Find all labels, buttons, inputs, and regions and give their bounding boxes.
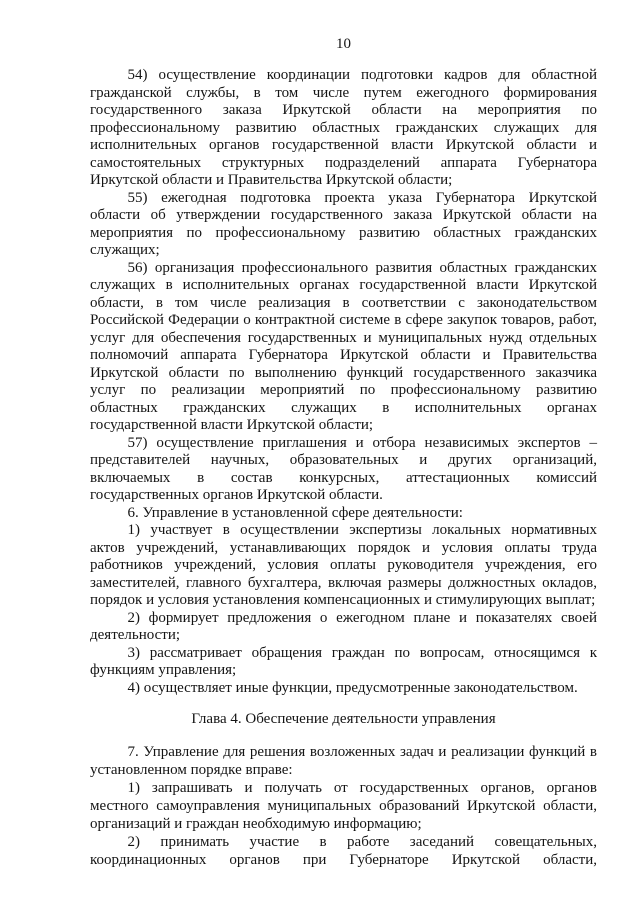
item-54 [90, 67, 597, 190]
text-line: 6. Управление в установленной сфере деятельности: [127, 504, 463, 521]
text-line: области об утверждении государственного заказа Иркутской области на [90, 207, 597, 223]
text-line: государственного заказа Иркутской области на мероприятия по [90, 102, 597, 118]
text-line: 7. Управление для решения возложенных задач и реализации функций в [127, 744, 597, 760]
text-line: включаемых в состав конкурсных, аттестационных комиссий [90, 469, 597, 486]
text-line: области, в том числе реализация в соответствии с законодательством [90, 294, 597, 311]
text-line: Иркутской области по выполнению функций государственного заказчика [90, 364, 597, 381]
page-number: 10 [336, 36, 351, 52]
text-line: Российской Федерации о контрактной системе в сфере закупок товаров, работ, [90, 312, 597, 328]
document-body [90, 67, 597, 869]
text-line: самостоятельных структурных подразделений аппарата Губернатора [90, 154, 597, 171]
item-56 [90, 260, 597, 435]
text-line: заместителей, главного бухгалтера, включая размеры должностных окладов, [90, 574, 597, 591]
text-line: 57) осуществление приглашения и отбора независимых экспертов – [127, 434, 597, 451]
text-line: работников учреждений, условия оплаты руководителя учреждения, его [90, 557, 597, 573]
section-before-chapter [90, 67, 597, 697]
text-line: организаций и граждан необходимую информацию; [90, 816, 422, 832]
text-line: мероприятия по профессиональному развитию областных гражданских [90, 224, 597, 241]
text-line: 54) осуществление координации подготовки кадров для областной [127, 67, 597, 83]
text-line: служащих в исполнительных органах государственной власти Иркутской [90, 277, 597, 293]
text-line: полномочий аппарата Губернатора Иркутской области и Правительства [90, 347, 597, 363]
text-line: 4) осуществляет иные функции, предусмотренные законодательством. [127, 679, 578, 696]
text-line: установленном порядке вправе: [90, 762, 293, 778]
text-line: исполнительных органов государственной власти Иркутской области и [90, 137, 597, 153]
text-line: профессиональному развитию областных гражданских служащих для [90, 119, 597, 136]
text-line: 1) запрашивать и получать от государственных органов, органов [127, 780, 597, 796]
text-line: 1) участвует в осуществлении экспертизы локальных нормативных [127, 522, 597, 538]
text-line: Иркутской области и Правительства Иркутской области; [90, 172, 453, 188]
text-line: 56) организация профессионального развития областных гражданских [127, 259, 597, 276]
text-line: функциям управления; [90, 662, 237, 678]
text-line: государственной власти Иркутской области; [90, 417, 374, 433]
item-55 [90, 190, 597, 260]
text-line: услуг для обеспечения государственных и муниципальных нужд отдельных [90, 329, 597, 346]
text-line: деятельности; [90, 627, 181, 643]
text-line: 3) рассматривает обращения граждан по вопросам, относящимся к [127, 644, 597, 661]
section-after-chapter [90, 743, 597, 869]
clause-7-item-1 [90, 779, 597, 833]
item-57 [90, 435, 597, 505]
clause-7-item-2 [90, 833, 597, 869]
text-line: 2) принимать участие в работе заседаний совещательных, [127, 834, 597, 850]
text-line: 55) ежегодная подготовка проекта указа Губернатора Иркутской [127, 189, 597, 206]
clause-6-item-1 [90, 522, 597, 610]
text-line: служащих; [90, 242, 160, 258]
chapter-heading: Глава 4. Обеспечение деятельности управления [191, 711, 496, 727]
clause-6-item-3 [90, 645, 597, 680]
text-line: государственных органов Иркутской области. [90, 487, 383, 503]
clause-6-item-4 [90, 680, 597, 698]
text-line: координационных органов при Губернаторе Иркутской области, [90, 852, 597, 868]
text-line: актов учреждений, устанавливающих порядок и условия оплаты труда [90, 539, 597, 556]
text-line: областных гражданских служащих в исполнительных органах [90, 399, 597, 416]
text-line: 2) формирует предложения о ежегодном плане и показателях своей [127, 609, 597, 626]
text-line: гражданской службы, в том числе путем ежегодного формирования [90, 84, 597, 101]
clause-6-intro [90, 505, 597, 523]
clause-6-item-2 [90, 610, 597, 645]
text-line: местного самоуправления муниципальных образований Иркутской области, [90, 798, 597, 814]
text-line: услуг по реализации мероприятий по профессиональному развитию [90, 382, 597, 398]
text-line: порядок и условия установления компенсационных и стимулирующих выплат; [90, 592, 596, 608]
clause-7-intro [90, 743, 597, 779]
text-line: представителей научных, образовательных и других организаций, [90, 452, 597, 468]
